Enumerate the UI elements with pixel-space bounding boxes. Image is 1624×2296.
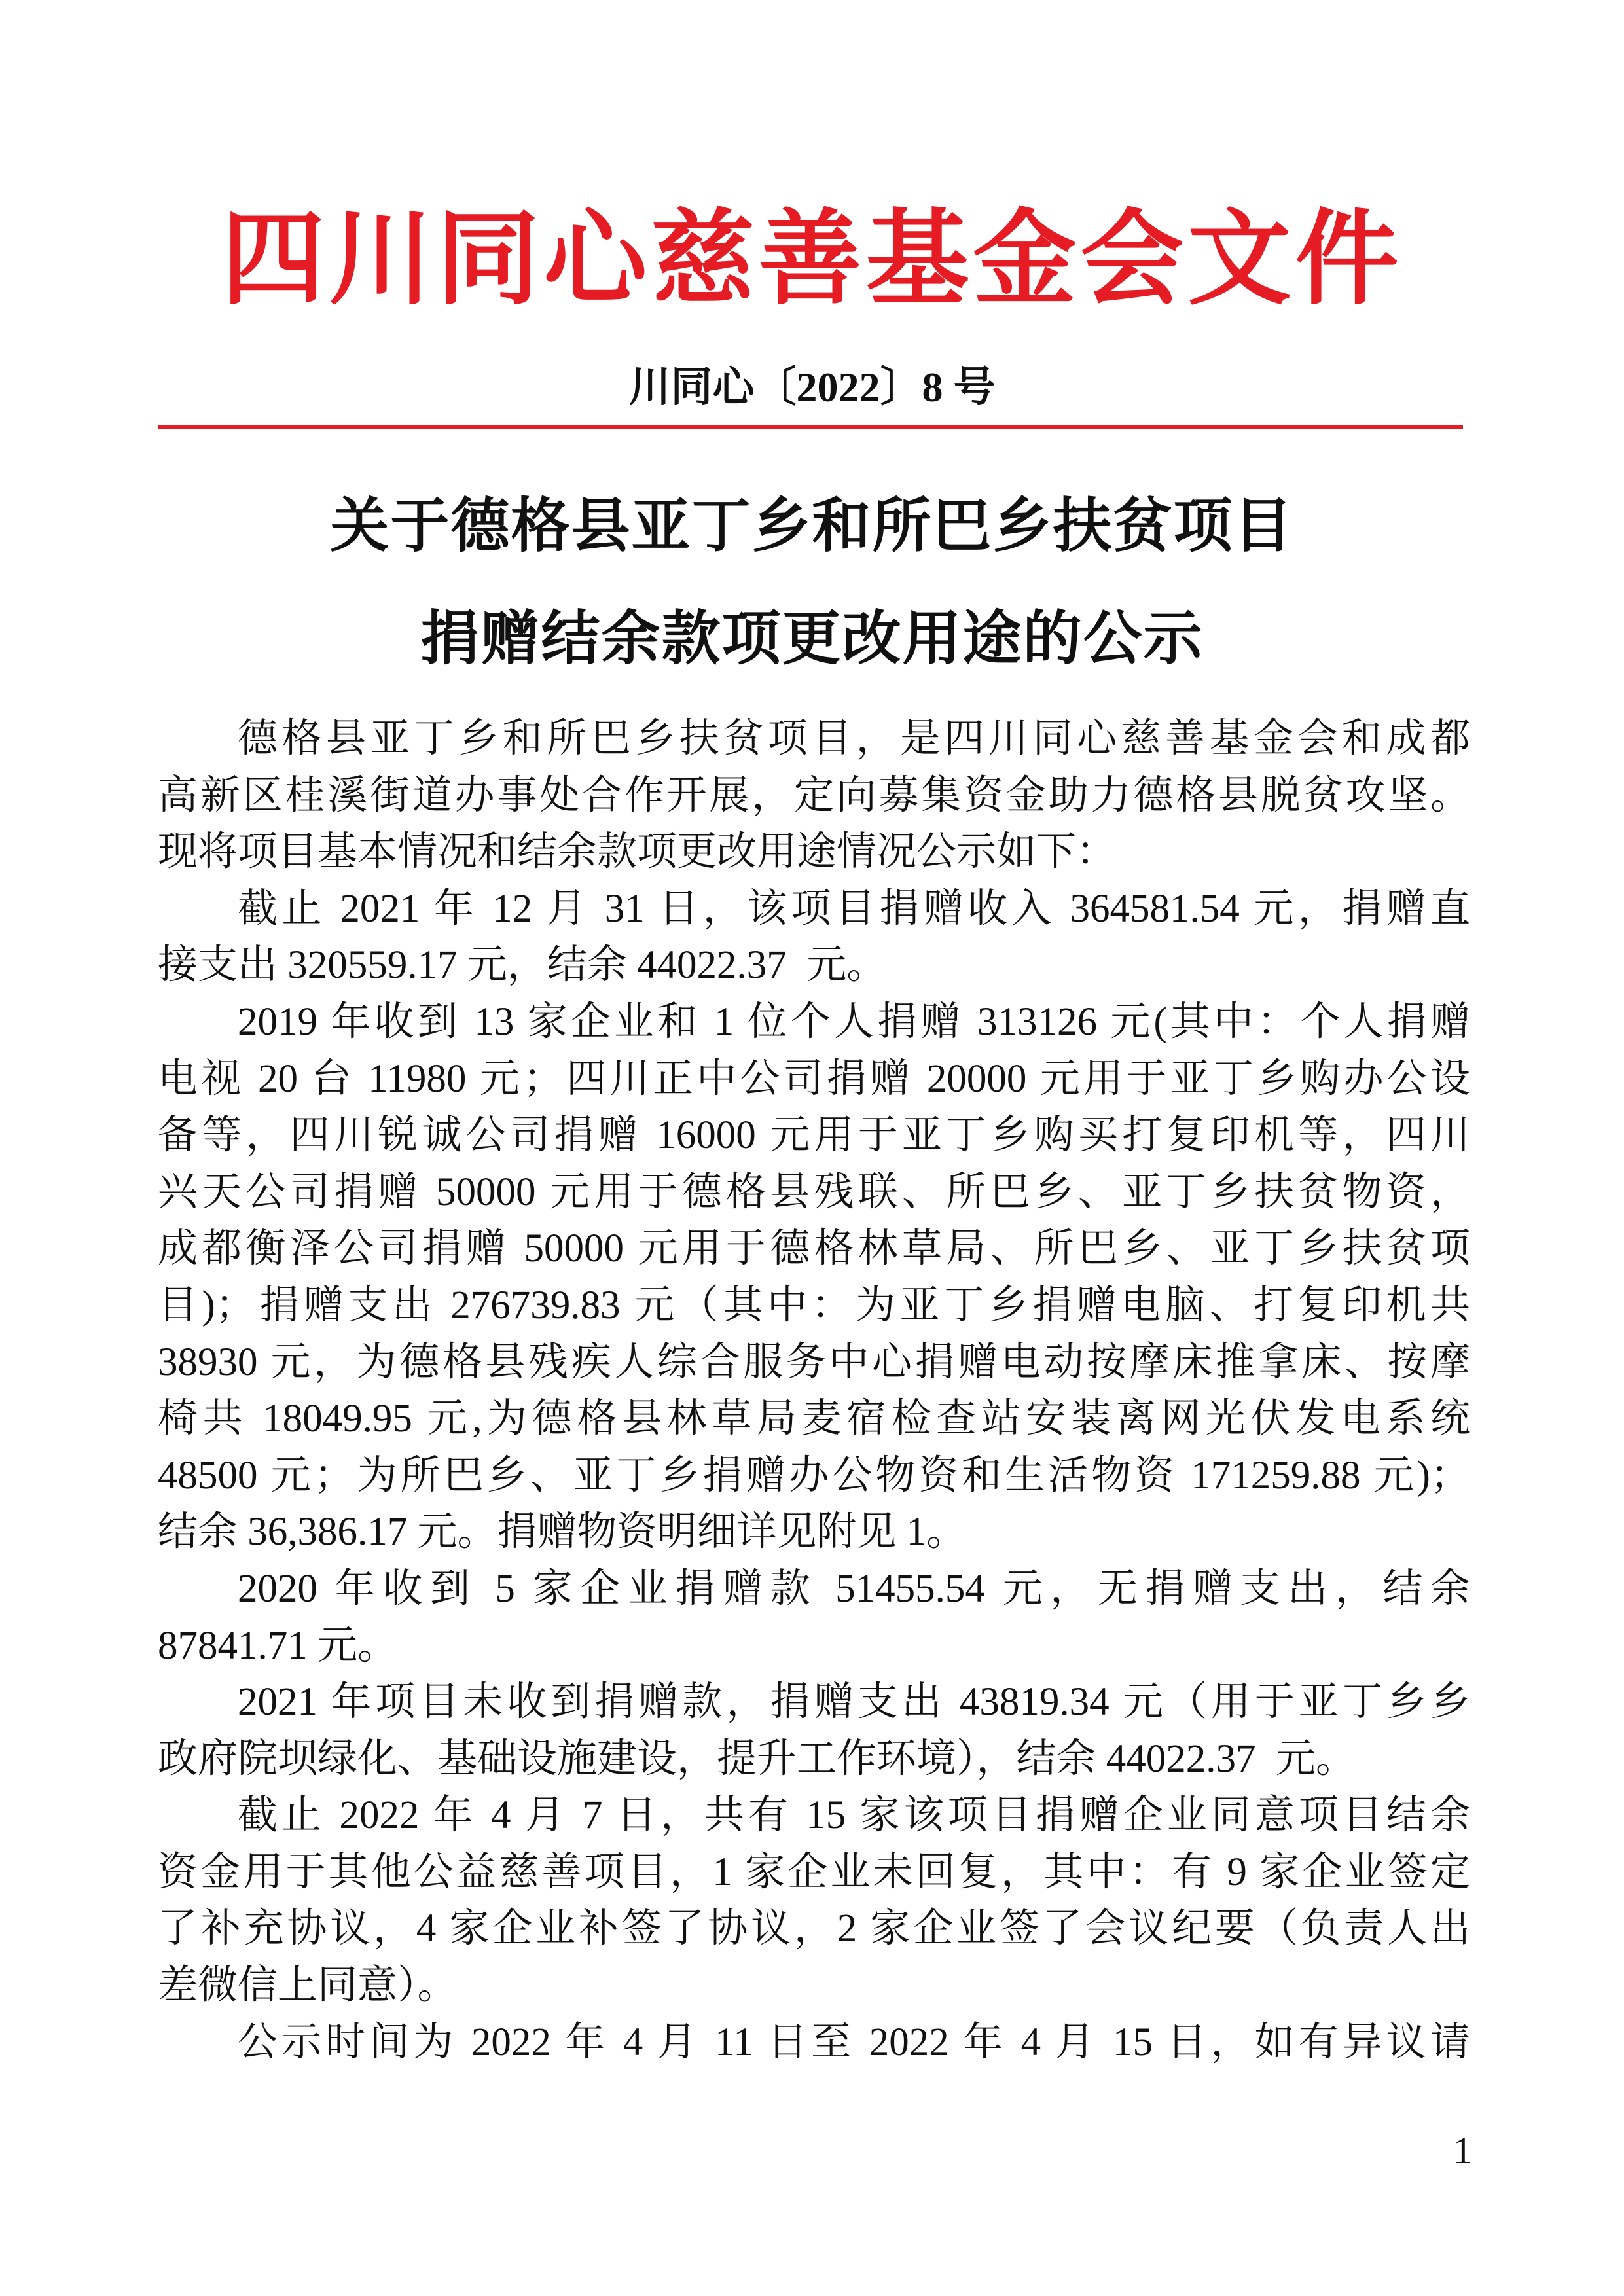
body-text: [158, 711, 1470, 2071]
body-line: 公示时间为 2022 年 4 月 11 日至 2022 年 4 月 15 日，如有异议请: [238, 2020, 1470, 2064]
body-line: 截止 2022 年 4 月 7 日，共有 15 家该项目捐赠企业同意项目结余: [238, 1793, 1470, 1838]
body-line: 结余 36,386.17 元。捐赠物资明细详见附见 1。: [158, 1510, 967, 1554]
page-number: 1: [1453, 2129, 1472, 2172]
body-line: 2021 年项目未收到捐赠款，捐赠支出 43819.34 元（用于亚丁乡乡: [238, 1680, 1470, 1725]
body-line: 接支出 320559.17 元，结余 44022.37 元。: [158, 943, 887, 988]
body-line: 目)；捐赠支出 276739.83 元（其中：为亚丁乡捐赠电脑、打复印机共: [158, 1283, 1470, 1327]
body-paragraph: [158, 711, 1470, 881]
red-divider-line: [158, 425, 1463, 429]
body-line: 成都衡泽公司捐赠 50000 元用于德格林草局、所巴乡、亚丁乡扶贫项: [158, 1227, 1470, 1271]
body-line: 政府院坝绿化、基础设施建设，提升工作环境），结余 44022.37 元。: [158, 1736, 1356, 1781]
body-paragraph: [158, 1674, 1470, 1787]
notice-title: [0, 471, 1624, 696]
body-line: 电视 20 台 11980 元；四川正中公司捐赠 20000 元用于亚丁乡购办公设: [158, 1056, 1470, 1101]
notice-title-line: 捐赠结余款项更改用途的公示: [420, 607, 1204, 672]
body-line: 兴天公司捐赠 50000 元用于德格县残联、所巴乡、亚丁乡扶贫物资，: [158, 1170, 1470, 1214]
body-line: 椅共 18049.95 元,为德格县林草局麦宿检查站安装离网光伏发电系统: [158, 1397, 1470, 1441]
body-paragraph: [158, 994, 1470, 1561]
body-line: 了补充协议，4 家企业补签了协议，2 家企业签了会议纪要（负责人出: [158, 1907, 1470, 1951]
org-document-header: 四川同心慈善基金会文件: [221, 203, 1403, 317]
body-line: 资金用于其他公益慈善项目，1 家企业未回复，其中：有 9 家企业签定: [158, 1850, 1470, 1894]
document-number: 川同心〔2022〕8 号: [628, 364, 996, 410]
body-paragraph: [158, 2015, 1470, 2072]
body-line: 备等，四川锐诚公司捐赠 16000 元用于亚丁乡购买打复印机等，四川: [158, 1113, 1470, 1158]
body-line: 现将项目基本情况和结余款项更改用途情况公示如下：: [158, 830, 1117, 874]
body-line: 2019 年收到 13 家企业和 1 位个人捐赠 313126 元(其中：个人捐赠: [238, 999, 1470, 1044]
body-paragraph: [158, 1561, 1470, 1674]
body-line: 48500 元；为所巴乡、亚丁乡捐赠办公物资和生活物资 171259.88 元)；: [158, 1453, 1470, 1498]
body-line: 差微信上同意）。: [158, 1964, 458, 2008]
body-line: 截止 2021 年 12 月 31 日，该项目捐赠收入 364581.54 元，捐赠直: [238, 886, 1470, 931]
body-paragraph: [158, 881, 1470, 994]
body-line: 38930 元，为德格县残疾人综合服务中心捐赠电动按摩床推拿床、按摩: [158, 1340, 1470, 1384]
body-line: 2020 年收到 5 家企业捐赠款 51455.54 元，无捐赠支出，结余: [238, 1566, 1470, 1611]
body-line: 德格县亚丁乡和所巴乡扶贫项目，是四川同心慈善基金会和成都: [238, 717, 1470, 761]
body-paragraph: [158, 1787, 1470, 2014]
body-line: 高新区桂溪街道办事处合作开展，定向募集资金助力德格县脱贫攻坚。: [158, 773, 1470, 817]
body-line: 87841.71 元。: [158, 1623, 398, 1668]
notice-title-line: 关于德格县亚丁乡和所巴乡扶贫项目: [330, 494, 1294, 559]
